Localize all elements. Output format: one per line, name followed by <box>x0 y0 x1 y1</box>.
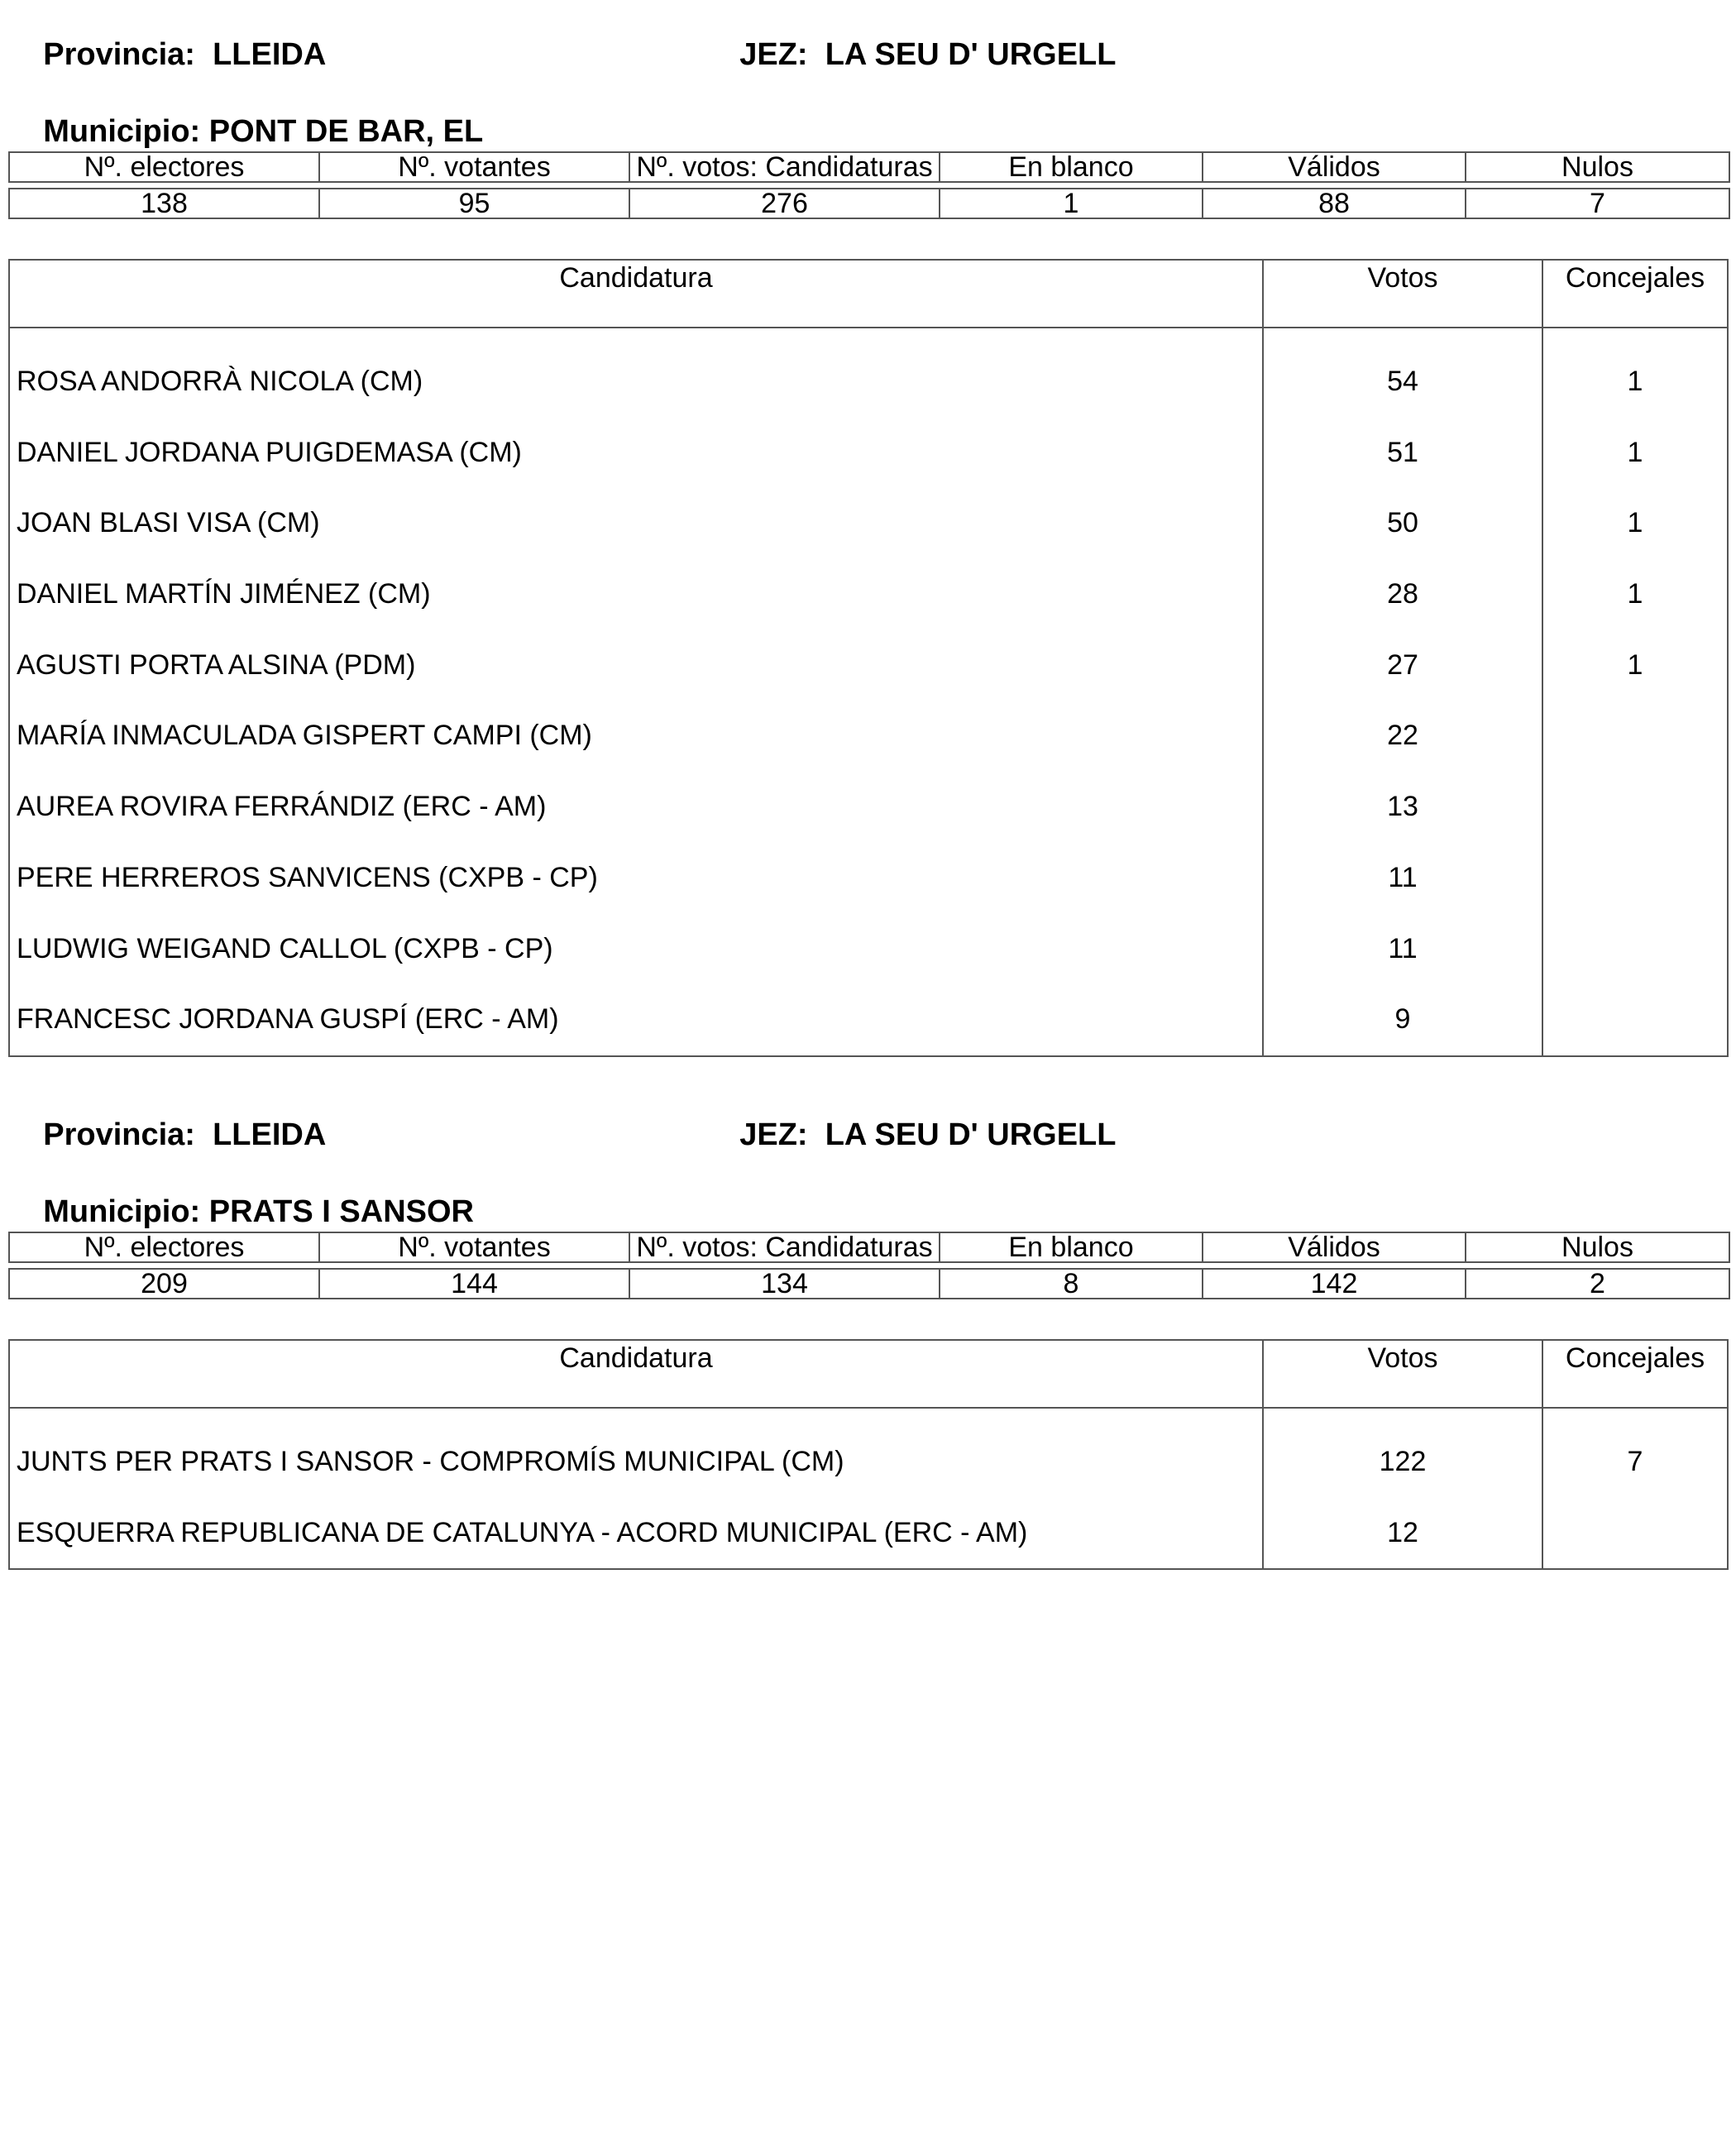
candidate-name: JOAN BLASI VISA (CM) <box>17 507 320 539</box>
candidate-votes: 51 <box>1387 436 1418 468</box>
candidate-concejales: 1 <box>1627 507 1643 539</box>
stat-header-en-blanco: En blanco <box>940 1232 1203 1262</box>
stats-header-row <box>9 1232 1729 1262</box>
stats-header-table <box>8 1232 1730 1263</box>
candidate-votes: 28 <box>1387 578 1418 610</box>
candidate-concejales: 1 <box>1627 366 1643 397</box>
candidate-votes: 22 <box>1387 720 1418 752</box>
candidate-name: JUNTS PER PRATS I SANSOR - COMPROMÍS MUNICIPAL (CM) <box>17 1446 844 1477</box>
stat-header-votos-candidaturas: Nº. votos: Candidaturas <box>629 152 940 182</box>
candidates-body <box>10 328 1727 1055</box>
municipio-label: Municipio: <box>43 114 201 149</box>
candidate-name: PERE HERREROS SANVICENS (CXPB - CP) <box>17 861 598 893</box>
candidate-votes: 9 <box>1394 1003 1411 1036</box>
candidatura-header: Candidatura <box>10 261 1264 327</box>
jez-label: JEZ: <box>739 1117 808 1152</box>
candidate-concejales <box>1543 701 1727 772</box>
stat-value-votos-candidaturas: 276 <box>629 189 940 218</box>
candidates-table <box>8 259 1729 1057</box>
candidate-name: AUREA ROVIRA FERRÁNDIZ (ERC - AM) <box>17 791 547 823</box>
jez-heading <box>705 2 1116 108</box>
candidate-concejales: 1 <box>1627 436 1643 468</box>
stat-value-nulos: 7 <box>1466 189 1729 218</box>
candidate-name: MARÍA INMACULADA GISPERT CAMPI (CM) <box>17 720 592 752</box>
candidates-body <box>10 1409 1727 1568</box>
concejales-header: Concejales <box>1565 262 1705 294</box>
candidate-name: ROSA ANDORRÀ NICOLA (CM) <box>17 366 423 397</box>
candidates-header-row <box>10 261 1727 328</box>
votos-header: Votos <box>1264 1341 1543 1407</box>
candidate-name-column <box>10 1409 1264 1568</box>
candidate-votes: 11 <box>1388 861 1418 893</box>
candidatura-header: Candidatura <box>10 1341 1264 1407</box>
stat-value-electores: 138 <box>9 189 319 218</box>
stat-value-validos: 88 <box>1203 189 1466 218</box>
candidate-name: DANIEL JORDANA PUIGDEMASA (CM) <box>17 436 522 468</box>
candidate-name: FRANCESC JORDANA GUSPÍ (ERC - AM) <box>17 1003 559 1036</box>
stats-value-row <box>9 189 1729 218</box>
provincia-label: Provincia: <box>43 37 195 72</box>
stat-header-votantes: Nº. votantes <box>319 1232 629 1262</box>
stat-header-nulos: Nulos <box>1466 152 1729 182</box>
stat-value-validos: 142 <box>1203 1269 1466 1299</box>
candidate-concejales-column <box>1543 1409 1727 1568</box>
stat-header-validos: Válidos <box>1203 1232 1466 1262</box>
candidate-name-column <box>10 328 1264 1055</box>
stats-value-table <box>8 1268 1730 1299</box>
candidate-votes: 11 <box>1388 932 1418 964</box>
provincia-value: LLEIDA <box>213 1117 327 1152</box>
candidate-name: AGUSTI PORTA ALSINA (PDM) <box>17 648 416 681</box>
jez-value: LA SEU D' URGELL <box>825 1117 1117 1152</box>
candidate-concejales: 1 <box>1627 578 1643 610</box>
candidate-votes-column <box>1264 328 1543 1055</box>
stats-value-table <box>8 188 1730 219</box>
stat-value-votos-candidaturas: 134 <box>629 1269 940 1299</box>
provincia-label: Provincia: <box>43 1117 195 1152</box>
concejales-header: Concejales <box>1565 1342 1705 1374</box>
stat-header-electores: Nº. electores <box>9 1232 319 1262</box>
stat-value-nulos: 2 <box>1466 1269 1729 1299</box>
stat-header-electores: Nº. electores <box>9 152 319 182</box>
candidate-name: LUDWIG WEIGAND CALLOL (CXPB - CP) <box>17 932 553 964</box>
votos-header: Votos <box>1264 261 1543 327</box>
jez-heading <box>705 1082 1116 1189</box>
municipio-value: PONT DE BAR, EL <box>208 114 484 149</box>
stat-header-en-blanco: En blanco <box>940 152 1203 182</box>
candidate-name: ESQUERRA REPUBLICANA DE CATALUNYA - ACORD MUNICIPAL (ERC - AM) <box>17 1516 1028 1548</box>
stat-header-validos: Válidos <box>1203 152 1466 182</box>
candidate-votes: 27 <box>1387 648 1418 681</box>
stat-value-en-blanco: 8 <box>940 1269 1203 1299</box>
stat-header-votos-candidaturas: Nº. votos: Candidaturas <box>629 1232 940 1262</box>
candidate-concejales <box>1543 984 1727 1055</box>
candidate-concejales: 7 <box>1627 1446 1643 1477</box>
candidate-votes-column <box>1264 1409 1543 1568</box>
stats-value-row <box>9 1269 1729 1299</box>
municipio-label: Municipio: <box>43 1194 201 1229</box>
jez-value: LA SEU D' URGELL <box>825 37 1117 72</box>
stat-value-electores: 209 <box>9 1269 319 1299</box>
candidate-concejales <box>1543 772 1727 843</box>
stat-value-en-blanco: 1 <box>940 189 1203 218</box>
candidate-concejales <box>1543 1498 1727 1569</box>
candidates-header-row <box>10 1341 1727 1409</box>
candidate-votes: 50 <box>1387 507 1418 539</box>
stats-header-table <box>8 151 1730 183</box>
stats-header-row <box>9 152 1729 182</box>
candidates-table <box>8 1339 1729 1570</box>
candidate-concejales-column <box>1543 328 1727 1055</box>
candidate-name: DANIEL MARTÍN JIMÉNEZ (CM) <box>17 578 431 610</box>
stat-value-votantes: 95 <box>319 189 629 218</box>
provincia-value: LLEIDA <box>213 37 327 72</box>
candidate-concejales <box>1543 914 1727 985</box>
candidate-votes: 13 <box>1387 791 1418 823</box>
stat-header-votantes: Nº. votantes <box>319 152 629 182</box>
candidate-votes: 12 <box>1387 1516 1418 1548</box>
jez-label: JEZ: <box>739 37 808 72</box>
candidate-votes: 54 <box>1387 366 1418 397</box>
stat-value-votantes: 144 <box>319 1269 629 1299</box>
municipio-value: PRATS I SANSOR <box>208 1194 474 1229</box>
candidate-votes: 122 <box>1379 1446 1427 1477</box>
candidate-concejales: 1 <box>1627 648 1643 681</box>
stat-header-nulos: Nulos <box>1466 1232 1729 1262</box>
candidate-concejales <box>1543 843 1727 914</box>
